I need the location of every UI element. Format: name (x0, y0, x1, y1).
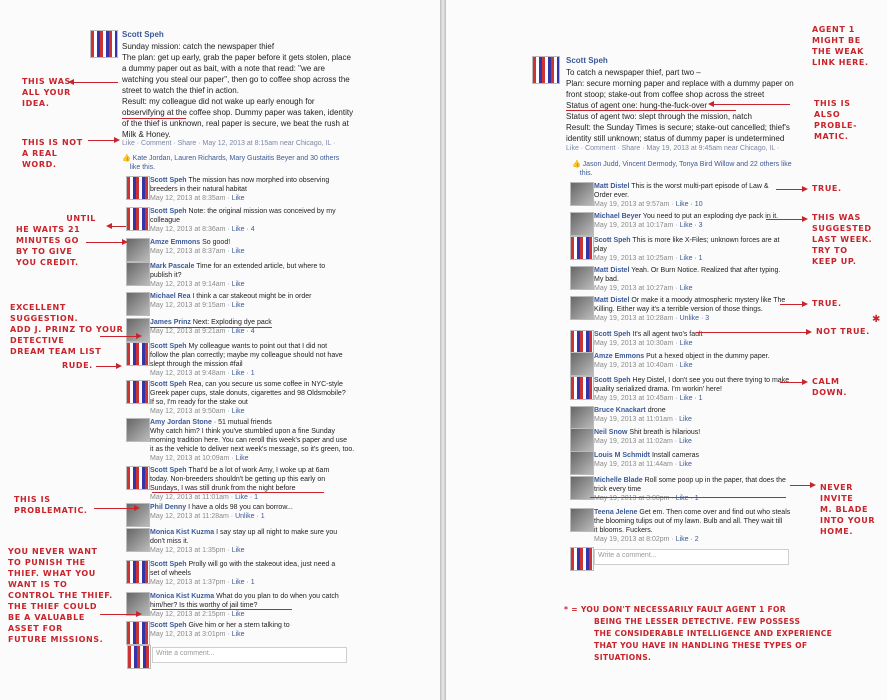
comment-meta (594, 339, 884, 348)
commenter-avatar[interactable] (570, 451, 594, 475)
commenter-avatar[interactable] (126, 207, 150, 231)
comment-meta (594, 361, 884, 370)
comment-like-link[interactable]: Like (231, 408, 245, 415)
comment-text: It's all agent two's fault (632, 331, 703, 338)
comment-text: Prolly will go with the stakeout idea, just need a (188, 561, 336, 568)
comment-text: publish it? (150, 272, 182, 279)
commenter-avatar[interactable] (126, 466, 150, 490)
comment-text: The mission has now morphed into observing (188, 177, 330, 184)
comment-timestamp[interactable]: May 12, 2013 at 11:28am · (150, 513, 234, 520)
note-problematic: THIS IS PROBLEMATIC. (14, 495, 88, 515)
comment-meta (594, 415, 884, 424)
comment-like-link[interactable]: Like (679, 416, 692, 423)
comment-text: slept through the mission #fail (150, 361, 243, 368)
comment-timestamp[interactable]: May 19, 2013 at 11:44am · (594, 461, 678, 468)
comment-text: Put a hexed object in the dummy paper. (646, 353, 770, 360)
comment-like-link[interactable]: Like (231, 248, 245, 255)
comment-timestamp[interactable]: May 19, 2013 at 10:28am · (594, 315, 678, 322)
comment-like-link[interactable]: Like (231, 195, 245, 202)
comment-like-link[interactable]: Like (235, 455, 249, 462)
comment-text: My bad. (594, 276, 619, 283)
comment-like-link[interactable]: Like · 1 (231, 370, 255, 377)
note-excellent-suggestion: EXCELLENT SUGGESTION. ADD J. PRINZ TO YOUR DETECTIVE DREAM TEAM LIST (10, 303, 124, 356)
comment-like-link[interactable]: Like · 4 (231, 328, 255, 335)
comment-meta (150, 280, 435, 289)
comment-text: What do you plan to do when you catch (216, 593, 339, 600)
post-author[interactable]: Scott Speh (566, 56, 608, 65)
post-actions[interactable]: Like · Comment · Share · May 19, 2013 at 9:45am near Chicago, IL · (566, 145, 780, 152)
comment-like-link[interactable]: Like · 1 (235, 494, 259, 501)
write-comment-input[interactable]: Write a comment... (594, 549, 789, 565)
commenter-name[interactable]: Neil Snow (594, 429, 628, 436)
comment-timestamp[interactable]: May 12, 2013 at 11:01am · (150, 494, 234, 501)
comment-text: Or make it a moody atmospheric mystery like The (631, 297, 786, 304)
comment-text: That'd be a lot of work Amy, I woke up at 6am (188, 467, 330, 474)
underline-jail-time (152, 609, 292, 610)
comment-like-link[interactable]: Like (231, 281, 245, 288)
commenter-name[interactable]: Scott Speh (150, 177, 187, 184)
comment (594, 266, 884, 293)
comment-like-link[interactable]: Like (231, 302, 245, 309)
note-not-true: NOT TRUE. (816, 327, 870, 336)
comment-text: Killing. Either way it's a terrible version of those things. (594, 306, 763, 313)
post-actions[interactable]: Like · Comment · Share · May 12, 2013 at 8:15am near Chicago, IL · (122, 140, 336, 147)
comment-text: it as the vehicle to deliver next week's message, so it's green, too. (150, 446, 355, 453)
commenter-avatar[interactable] (570, 266, 594, 290)
post-body: Sunday mission: catch the newspaper thief The plan: get up early, grab the paper before it gets stolen, place a dummy paper out as bait, with a note that read: "we are watching you steal our paper", then go to coffee shop across the street to watch the thief in action. Result: my colleague did not wake up early enough for observifying at the coffee shop. Dummy paper was taken, identity of the thief is unknown, real paper is secure, we beat the rush at Milk & Honey. (122, 42, 354, 139)
commenter-avatar[interactable] (126, 176, 150, 200)
comment-meta (150, 454, 435, 463)
viewer-avatar (127, 645, 151, 669)
commenter-avatar[interactable] (126, 342, 150, 366)
note-arrow (88, 140, 118, 141)
comment-text: Why catch him? I think you've stumbled upon a fine Sunday (150, 428, 335, 435)
comment-timestamp[interactable]: May 12, 2013 at 1:37pm · (150, 579, 230, 586)
note-arrow (780, 382, 806, 383)
comment (150, 418, 435, 463)
comment-meta (150, 630, 435, 639)
commenter-name[interactable]: Scott Speh (594, 237, 631, 244)
comment-text: Note: the original mission was conceived by my (188, 208, 336, 215)
comment (150, 342, 435, 378)
right-page (446, 0, 887, 700)
commenter-avatar[interactable] (570, 296, 594, 320)
post-likes[interactable]: 👍 Kate Jordan, Lauren Richards, Mary Gustaitis Beyer and 30 others like this. (122, 155, 340, 171)
comment-meta (150, 493, 435, 502)
comment (150, 238, 435, 256)
comment-like-link[interactable]: Like (679, 285, 693, 292)
viewer-avatar (570, 547, 594, 571)
comment (594, 406, 884, 424)
comment (150, 621, 435, 639)
comment-text: Time for an extended article, but where to (196, 263, 326, 270)
note-never-punish: YOU NEVER WANT TO PUNISH THE THIEF. WHAT YOU WANT IS TO CONTROL THE THIEF. THE THIEF COULD BE A VALUABLE ASSET FOR FUTURE MISSIONS. (8, 547, 113, 644)
comment-text: Give him or her a stern talking to (188, 622, 290, 629)
comment-like-link[interactable]: Like (231, 547, 245, 554)
commenter-avatar[interactable] (570, 182, 594, 206)
note-arrow (766, 219, 806, 220)
commenter-name[interactable]: Matt Distel (594, 297, 630, 304)
underline-poop (590, 497, 786, 498)
comment-text: I say stay up all night to make sure you (216, 529, 338, 536)
comment-like-link[interactable]: Like · 1 (679, 255, 703, 262)
comment-timestamp[interactable]: May 19, 2013 at 10:30am · (594, 340, 678, 347)
comment-meta (594, 314, 884, 323)
comment-text: Install cameras (651, 452, 700, 459)
comment-text: I have a olds 98 you can borrow... (188, 504, 293, 511)
note-rude: RUDE. (62, 361, 93, 370)
commenter-avatar[interactable] (570, 236, 594, 260)
commenter-name[interactable]: Scott Speh (594, 377, 631, 384)
commenter-name[interactable]: Teena Jelene (594, 509, 638, 516)
underline-observifying (122, 118, 186, 119)
comment-text: Yeah. Or Burn Notice. Realized that after typing. (631, 267, 781, 274)
comment-like-link[interactable]: Like (231, 611, 245, 618)
comment-text: My colleague wants to point out that I did not (188, 343, 328, 350)
note-arrow (100, 336, 140, 337)
commenter-avatar[interactable] (570, 376, 594, 400)
commenter-name[interactable]: Scott Speh (594, 331, 631, 338)
commenter-name[interactable]: Monica Kist Kuzma (150, 529, 215, 536)
comment (594, 451, 884, 469)
comment-text: Get em. Then come over and find out who steals (639, 509, 791, 516)
comment (150, 176, 435, 203)
commenter-name[interactable]: Scott Speh (150, 622, 187, 629)
note-arrow (776, 189, 806, 190)
comment-text: This is more like X-Files; unknown forces are at (632, 237, 780, 244)
commenter-avatar[interactable] (126, 380, 150, 404)
comment-timestamp[interactable]: May 19, 2013 at 10:25am · (594, 255, 678, 262)
author-avatar[interactable] (90, 30, 118, 58)
comment-meta (150, 578, 435, 587)
comment-text: morning tradition here. You can reroll this week's paper and use (150, 437, 348, 444)
comment-text: it blooms. Fuckers. (594, 527, 653, 534)
comment-like-link[interactable]: Like (679, 362, 693, 369)
note-arrow (70, 82, 118, 83)
comment-text: Greek paper cups, stale donuts, cigarettes and 98 Oldsmobile? (150, 390, 346, 397)
comment-like-link[interactable]: Like · 10 (675, 201, 703, 208)
note-true-1: TRUE. (812, 184, 842, 193)
comment-text: him/her? Is this worthy of jail time? (150, 602, 258, 609)
comment-text: the blooming tulips out of my lawn. Bulb and all. They wait till (594, 518, 783, 525)
comment-meta (150, 407, 435, 416)
comment (150, 292, 435, 310)
comment-timestamp[interactable]: May 12, 2013 at 9:21am · (150, 328, 230, 335)
note-true-2: TRUE. (812, 299, 842, 308)
comment-text: drone (647, 407, 666, 414)
commenter-name[interactable]: Michelle Blade (594, 477, 643, 484)
comment-like-link[interactable]: Like (679, 461, 692, 468)
comment-meta (150, 369, 435, 378)
comment-timestamp[interactable]: May 19, 2013 at 11:01am · (594, 416, 678, 423)
comment-timestamp[interactable]: May 12, 2013 at 3:01pm · (150, 631, 230, 638)
comment-timestamp[interactable]: May 19, 2013 at 3:00pm · (594, 495, 674, 502)
comment-text: Next: Exploding dye pack (192, 319, 272, 326)
note-arrow (86, 242, 126, 243)
underline-exploding-dye-pack (150, 327, 272, 328)
comment-text: Roll some poop up in the paper, that does the (644, 477, 786, 484)
note-arrow (96, 366, 120, 367)
author-avatar[interactable] (532, 56, 560, 84)
comment-timestamp[interactable]: May 12, 2013 at 9:15am · (150, 302, 230, 309)
note-arrow (710, 104, 790, 105)
comment (150, 207, 435, 234)
comment-timestamp[interactable]: May 12, 2013 at 8:35am · (150, 195, 230, 202)
note-arrow (780, 304, 806, 305)
comment-timestamp[interactable]: May 12, 2013 at 2:15pm · (150, 611, 230, 618)
thumb-icon: 👍 (572, 161, 581, 168)
commenter-name[interactable]: Louis M Schmidt (594, 452, 650, 459)
commenter-name[interactable]: Scott Speh (150, 467, 187, 474)
comment-meta (150, 301, 435, 310)
comment-meta (150, 194, 435, 203)
commenter-name[interactable]: Scott Speh (150, 343, 187, 350)
underline-still-drunk (152, 492, 324, 493)
left-page (0, 0, 440, 700)
comment-text: You need to put an exploding dye pack in it. (642, 213, 779, 220)
post-likes[interactable]: 👍 Jason Judd, Vincent Dermody, Tonya Bird Willow and 22 others like this. (572, 161, 792, 177)
comment-timestamp[interactable]: May 19, 2013 at 10:17am · (594, 222, 678, 229)
comment-timestamp[interactable]: May 12, 2013 at 1:35pm · (150, 547, 230, 554)
comment-like-link[interactable]: Unlike · 3 (679, 315, 710, 322)
comment-timestamp[interactable]: May 12, 2013 at 10:09am · (150, 455, 234, 462)
comment-text: · 51 mutual friends (213, 419, 272, 426)
commenter-name[interactable]: Amze Emmons (594, 353, 645, 360)
comment-like-link[interactable]: Like · 3 (679, 222, 703, 229)
commenter-avatar[interactable] (570, 406, 594, 430)
comment-timestamp[interactable]: May 19, 2013 at 11:02am · (594, 438, 678, 445)
comment-meta (150, 546, 435, 555)
comment (150, 503, 435, 521)
comment (150, 380, 435, 416)
comment-text: I think a car stakeout might be in order (192, 293, 312, 300)
comment-like-link[interactable]: Like (679, 340, 693, 347)
comment-text: quality serialized drama. I'm workin' here! (594, 386, 722, 393)
commenter-avatar[interactable] (126, 238, 150, 262)
commenter-name[interactable]: James Prinz (150, 319, 191, 326)
comment-text: set of wheels (150, 570, 191, 577)
comment (150, 592, 435, 619)
comment (594, 352, 884, 370)
commenter-avatar[interactable] (570, 352, 594, 376)
comment-like-link[interactable]: Like · 2 (675, 536, 699, 543)
commenter-avatar[interactable] (570, 428, 594, 452)
comment-timestamp[interactable]: May 19, 2013 at 10:27am · (594, 285, 678, 292)
commenter-avatar[interactable] (126, 262, 150, 286)
commenter-name[interactable]: Matt Distel (594, 183, 630, 190)
commenter-name[interactable]: Michael Rea (150, 293, 191, 300)
comment (150, 528, 435, 555)
comment-meta (150, 225, 435, 234)
comment-text: Order ever. (594, 192, 630, 199)
thumb-icon: 👍 (122, 155, 131, 162)
note-arrow (790, 485, 814, 486)
comment-timestamp[interactable]: May 19, 2013 at 10:40am · (594, 362, 678, 369)
note-arrow (100, 614, 140, 615)
comment-timestamp[interactable]: May 19, 2013 at 9:57am · (594, 201, 674, 208)
note-arrow (94, 508, 138, 509)
commenter-avatar[interactable] (126, 621, 150, 645)
comment-meta (150, 247, 435, 256)
comment-text: follow the plan correctly; maybe my colleague should not have (150, 352, 343, 359)
comment-like-link[interactable]: Like (679, 438, 692, 445)
comment-text: Hey Distel, I don't see you out there trying to make (632, 377, 790, 384)
comment-timestamp[interactable]: May 12, 2013 at 9:48am · (150, 370, 230, 377)
note-until-he-waits: UNTIL HE WAITS 21 MINUTES GO BY TO GIVE YOU CREDIT. (16, 214, 96, 267)
commenter-name[interactable]: Scott Speh (150, 381, 187, 388)
commenter-name[interactable]: Matt Distel (594, 267, 630, 274)
write-comment-input[interactable]: Write a comment... (152, 647, 347, 663)
comment-like-link[interactable]: Like · 1 (679, 395, 703, 402)
comment-like-link[interactable]: Like · 1 (231, 579, 255, 586)
comment-text: If so, I'm ready for the stake out (150, 399, 248, 406)
commenter-avatar[interactable] (570, 212, 594, 236)
asterisk-mark: ✱ (872, 314, 881, 325)
commenter-name[interactable]: Monica Kist Kuzma (150, 593, 215, 600)
note-also-problematic: THIS IS ALSO PROBLE- MATIC. (814, 99, 858, 141)
note-arrow (108, 226, 126, 227)
commenter-avatar[interactable] (126, 560, 150, 584)
comment-text: So good! (202, 239, 231, 246)
comment-text: trick every time (594, 486, 642, 493)
commenter-name[interactable]: Scott Speh (150, 208, 187, 215)
comment-text: today. Non-breeders shouldn't be getting up this early on (150, 476, 326, 483)
comment-text: Shit breath is hilarious! (629, 429, 701, 436)
comment-text: This is the worst multi-part episode of Law & (631, 183, 769, 190)
comment-meta (150, 327, 435, 336)
comment-text: Sundays, I was still drunk from the night before (150, 485, 296, 492)
comment-timestamp[interactable]: May 12, 2013 at 9:14am · (150, 281, 230, 288)
note-never-invite: NEVER INVITE M. BLADE INTO YOUR HOME. (820, 483, 876, 536)
comment-text: Rea, can you secure us some coffee in NYC-style (188, 381, 343, 388)
commenter-avatar[interactable] (570, 330, 594, 354)
note-arrow (696, 332, 810, 333)
comment-meta (150, 512, 435, 521)
commenter-name[interactable]: Mark Pascale (150, 263, 195, 270)
comment (150, 262, 435, 289)
commenter-name[interactable]: Scott Speh (150, 561, 187, 568)
note-not-a-real-word: THIS IS NOT A REAL WORD. (22, 138, 83, 169)
commenter-avatar[interactable] (126, 418, 150, 442)
comment (594, 428, 884, 446)
comment-timestamp[interactable]: May 12, 2013 at 8:37am · (150, 248, 230, 255)
post-body: To catch a newspaper thief, part two – Plan: secure morning paper and replace with a dummy paper on front stoop; stake-out from coffee shop across the street Status of agent one: hung-the-fuck-over Status of agent two: slept through the mission, natch Result: the Sunday Times is secure; stake-out cancelled; thief's identity still unknown; status of dummy paper is undetermined (566, 68, 794, 143)
comment-text: don't miss it. (150, 538, 189, 545)
comment-timestamp[interactable]: May 12, 2013 at 9:50am · (150, 408, 230, 415)
commenter-name[interactable]: Amy Jordan Stone (150, 419, 212, 426)
note-agent-1: AGENT 1 MIGHT BE THE WEAK LINK HERE. (812, 25, 869, 67)
comment-like-link[interactable]: Like (231, 631, 245, 638)
comment-timestamp[interactable]: May 19, 2013 at 10:45am · (594, 395, 678, 402)
comment-meta (594, 284, 884, 293)
commenter-avatar[interactable] (126, 528, 150, 552)
comment-timestamp[interactable]: May 19, 2013 at 8:02pm · (594, 536, 674, 543)
commenter-avatar[interactable] (126, 292, 150, 316)
post-author[interactable]: Scott Speh (122, 30, 164, 39)
commenter-avatar[interactable] (570, 508, 594, 532)
comment-meta (150, 610, 435, 619)
comment-meta (594, 460, 884, 469)
note-suggested-last-week: THIS WAS SUGGESTED LAST WEEK. TRY TO KEEP UP. (812, 213, 873, 266)
commenter-name[interactable]: Bruce Knackart (594, 407, 646, 414)
note-calm-down: CALM DOWN. (812, 377, 847, 397)
comment-like-link[interactable]: Like · 4 (231, 226, 255, 233)
commenter-name[interactable]: Phil Denny (150, 504, 187, 511)
comment-text: breeders in their natural habitat (150, 186, 247, 193)
comment-like-link[interactable]: Unlike · 1 (235, 513, 265, 520)
comment-timestamp[interactable]: May 12, 2013 at 8:36am · (150, 226, 230, 233)
comment-like-link[interactable]: Like · 1 (675, 495, 699, 502)
comment-meta (594, 200, 884, 209)
comment-text: colleague (150, 217, 180, 224)
commenter-name[interactable]: Michael Beyer (594, 213, 642, 220)
note-all-your-idea: THIS WAS ALL YOUR IDEA. (22, 77, 71, 108)
comment (150, 466, 435, 502)
footnote: * = YOU DON'T NECESSARILY FAULT AGENT 1 FOR BEING THE LESSER DETECTIVE. FEW POSSESS THE CONSIDERABLE INTELLIGENCE AND EXPERIENCE THAT YOU HAVE IN HANDLING THESE TYPES OF SITUATIONS. (564, 605, 833, 662)
comment-text: play (594, 246, 607, 253)
commenter-name[interactable]: Amze Emmons (150, 239, 201, 246)
comment-meta (594, 437, 884, 446)
underline-agent-one (566, 110, 736, 111)
comment (150, 560, 435, 587)
